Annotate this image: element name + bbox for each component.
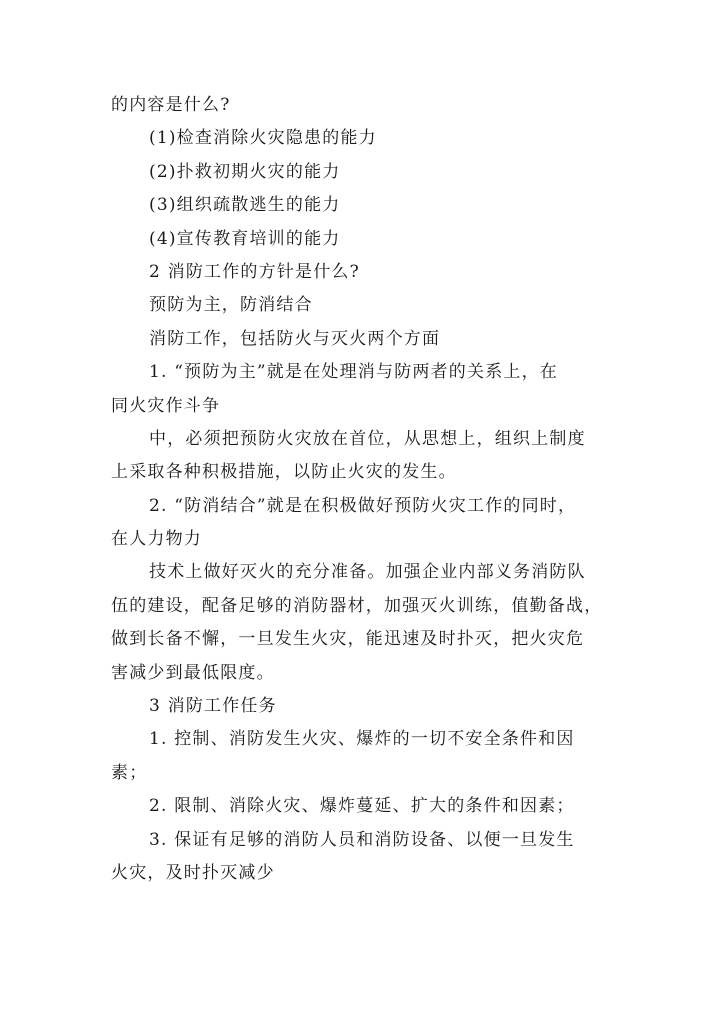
text-line: (1)检查消除火灾隐患的能力 xyxy=(149,128,377,149)
text-line: 2. “防消结合”就是在积极做好预防火灾工作的同时， xyxy=(149,495,577,516)
text-line: 预防为主，防消结合 xyxy=(149,295,313,316)
text-line: 在人力物力 xyxy=(111,529,202,550)
text-line: 技术上做好灭火的充分准备。加强企业内部义务消防队 xyxy=(149,562,586,583)
text-line: 1. “预防为主”就是在处理消与防两者的关系上，在 xyxy=(149,362,559,383)
text-line: (4)宣传教育培训的能力 xyxy=(149,228,341,249)
text-line: 2. 限制、消除火灾、爆炸蔓延、扩大的条件和因素； xyxy=(149,796,575,817)
text-line: (2)扑救初期火灾的能力 xyxy=(149,161,341,182)
text-line: 做到长备不懈，一旦发生火灾，能迅速及时扑灭，把火灾危 xyxy=(111,629,585,650)
text-line: 同火灾作斗争 xyxy=(111,395,221,416)
text-line: 1. 控制、消防发生火灾、爆炸的一切不安全条件和因 xyxy=(149,729,575,750)
text-line: 火灾，及时扑灭减少 xyxy=(111,862,275,883)
section-heading: 3 消防工作任务 xyxy=(149,696,277,717)
text-line: 消防工作，包括防火与灭火两个方面 xyxy=(149,328,441,349)
text-line: 素； xyxy=(111,762,148,783)
text-line: 3. 保证有足够的消防人员和消防设备、以便一旦发生 xyxy=(149,829,575,850)
text-line: 伍的建设，配备足够的消防器材，加强灭火训练，值勤备战， xyxy=(111,595,603,616)
text-line: 的内容是什么? xyxy=(111,95,231,115)
text-line: (3)组织疏散逃生的能力 xyxy=(149,195,341,216)
text-line: 上采取各种积极措施，以防止火灾的发生。 xyxy=(111,462,457,483)
document-body xyxy=(111,89,613,890)
text-line: 害减少到最低限度。 xyxy=(111,662,275,683)
section-heading: 2 消防工作的方针是什么? xyxy=(149,261,360,282)
text-line: 中，必须把预防火灾放在首位，从思想上，组织上制度 xyxy=(149,428,586,449)
